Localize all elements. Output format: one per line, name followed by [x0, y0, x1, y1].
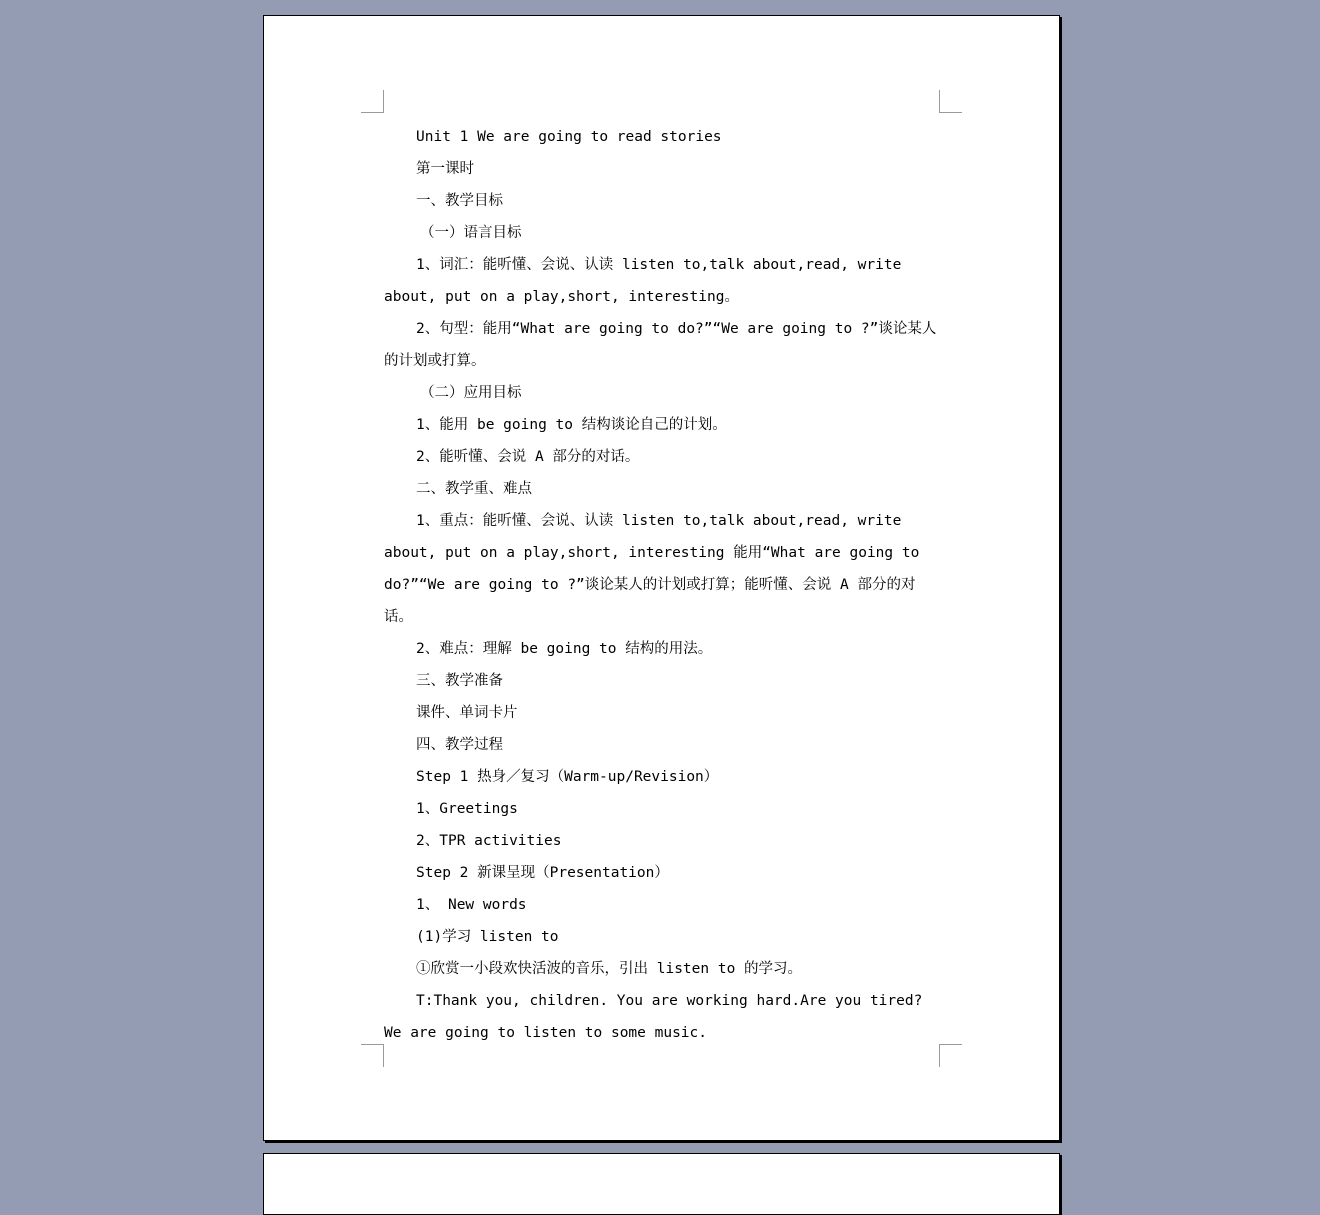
document-page-2 [263, 1153, 1060, 1215]
subsection-heading-application: （二）应用目标 [420, 385, 522, 401]
document-title: Unit 1 We are going to read stories [416, 129, 722, 145]
paragraph-materials: 课件、单词卡片 [416, 705, 518, 721]
margin-corner-mark-top-right [939, 90, 962, 113]
paragraph-difficulty: 2、难点：理解 be going to 结构的用法。 [416, 641, 713, 657]
step-2-item-new-words: 1、 New words [416, 897, 527, 913]
step-1-item-2: 2、TPR activities [416, 833, 562, 849]
step-1-heading: Step 1 热身／复习（Warm-up/Revision） [416, 769, 719, 785]
paragraph-application-1: 1、能用 be going to 结构谈论自己的计划。 [416, 417, 727, 433]
margin-corner-mark-top-left [361, 90, 384, 113]
document-page-1 [263, 15, 1060, 1141]
section-heading-process: 四、教学过程 [416, 737, 503, 753]
step-2-activity: ①欣赏一小段欢快活波的音乐，引出 listen to 的学习。 [416, 961, 803, 977]
step-1-item-1: 1、Greetings [416, 801, 518, 817]
teacher-dialogue: T:Thank you, children. You are working hard.Are you tired? We are going to listen to some music. [384, 993, 932, 1041]
subsection-heading-language: （一）语言目标 [420, 225, 522, 241]
paragraph-vocabulary: 1、词汇：能听懂、会说、认读 listen to,talk about,read, write about, put on a play,short, interesting。 [384, 257, 911, 305]
section-heading-preparation: 三、教学准备 [416, 673, 503, 689]
paragraph-application-2: 2、能听懂、会说 A 部分的对话。 [416, 449, 640, 465]
step-2-subitem-listen-to: (1)学习 listen to [416, 929, 559, 945]
step-2-heading: Step 2 新课呈现（Presentation） [416, 865, 669, 881]
lesson-label: 第一课时 [416, 161, 474, 177]
document-body[interactable] [384, 121, 939, 1049]
margin-corner-mark-bottom-right [939, 1044, 962, 1067]
section-heading-objectives: 一、教学目标 [416, 193, 503, 209]
section-heading-key-points: 二、教学重、难点 [416, 481, 532, 497]
margin-corner-mark-bottom-left [361, 1044, 384, 1067]
paragraph-sentence-patterns: 2、句型：能用“What are going to do?”“We are going to ?”谈论某人的计划或打算。 [384, 321, 937, 369]
paragraph-key-point: 1、重点：能听懂、会说、认读 listen to,talk about,read, write about, put on a play,short, interesting 能用“What are going to do?”“We are going to ?”谈论某人的计划或打算；能听懂、会说 A 部分的对话。 [384, 513, 929, 625]
